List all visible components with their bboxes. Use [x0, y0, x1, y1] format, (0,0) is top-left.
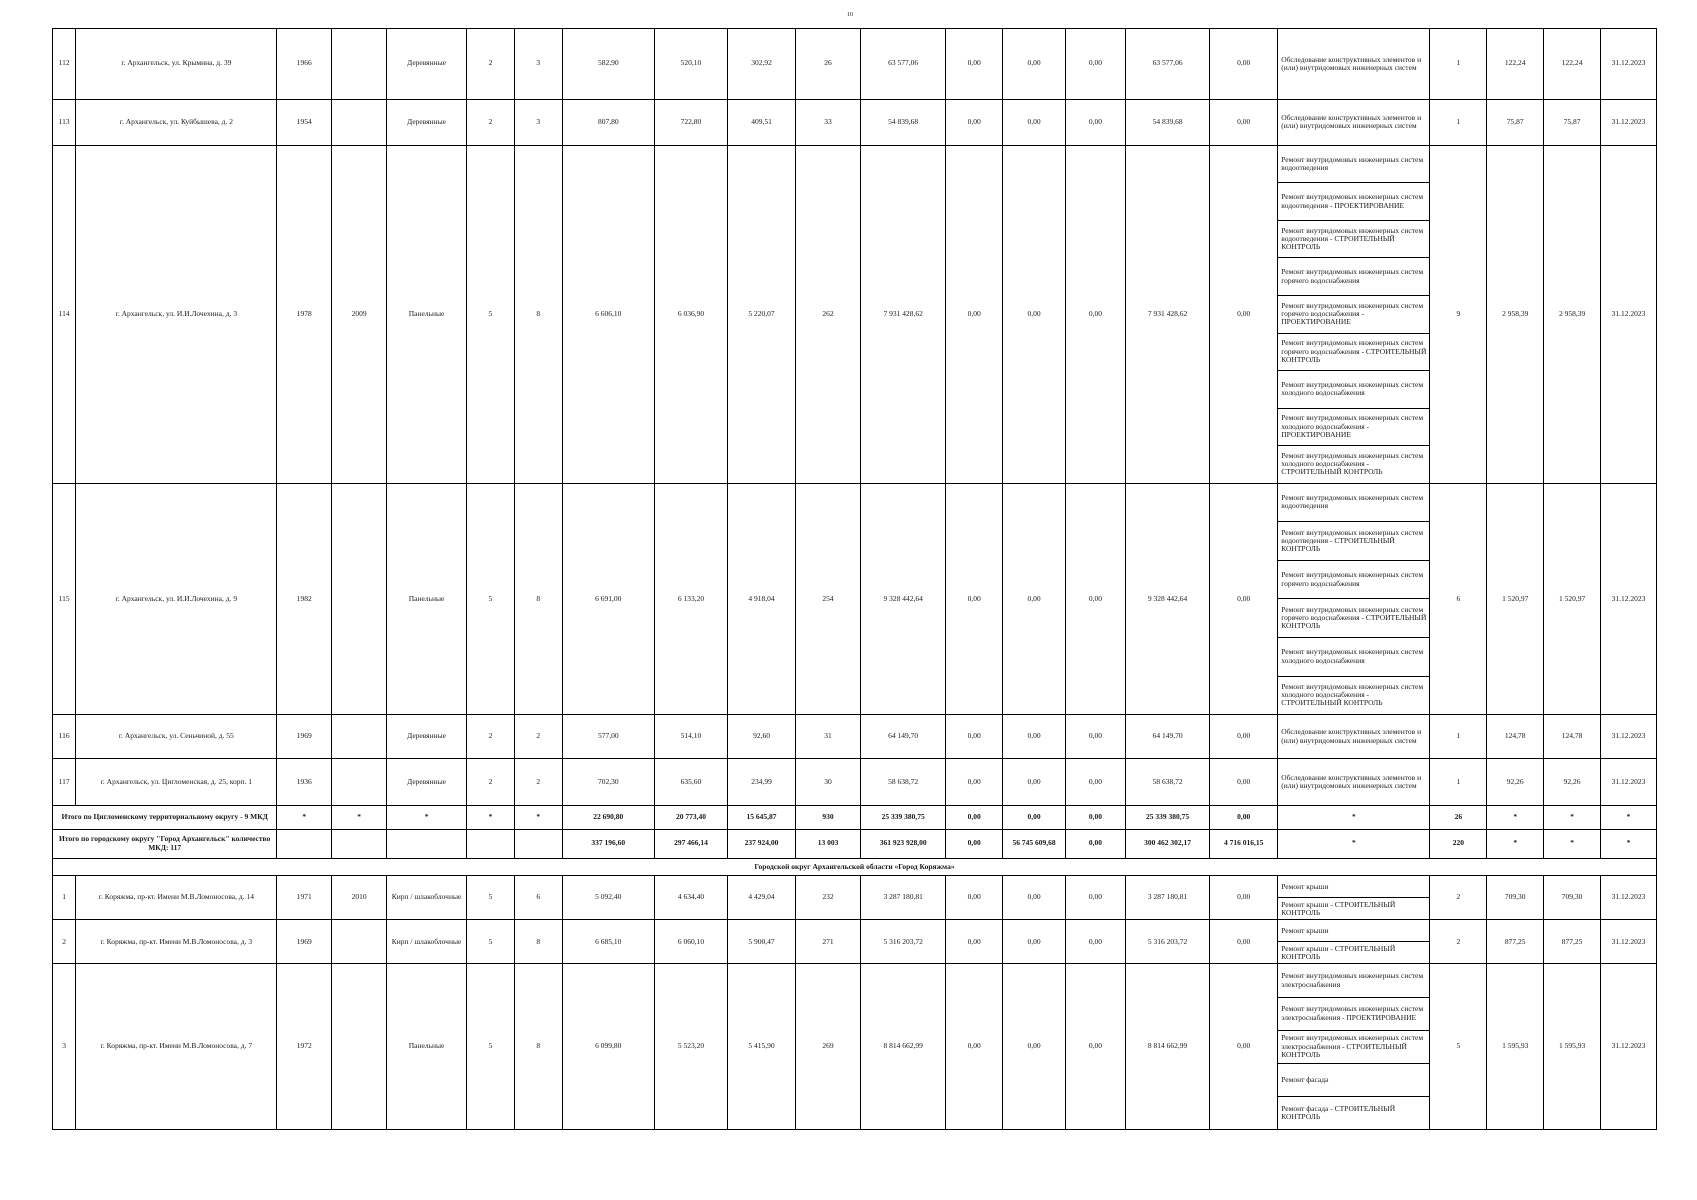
residents-area: 409,51 [728, 99, 796, 145]
reconstruction-year [332, 759, 387, 805]
fund-cost: 0,00 [946, 876, 1003, 920]
unit-cost: 1 520,97 [1487, 483, 1544, 715]
residents-area: 5 415,90 [728, 964, 796, 1130]
work-type-item: Ремонт внутридомовых инженерных систем водоотведения [1281, 493, 1424, 511]
living-area: 5 523,20 [654, 964, 727, 1130]
work-type-item: Ремонт внутридомовых инженерных систем горячего водоснабжения [1278, 560, 1429, 599]
unit-cost-limit: 2 958,39 [1544, 145, 1601, 483]
work-type-item: Обследование конструктивных элементов и (или) внутридомовых инженерных систем [1281, 727, 1422, 745]
fund-cost: 0,00 [946, 29, 1003, 100]
other-cost: 0,00 [1210, 759, 1278, 805]
build-year: 1954 [277, 99, 332, 145]
total-star: * [332, 805, 387, 829]
total-c4: 25 339 380,75 [1125, 805, 1209, 829]
fund-cost: 0,00 [946, 964, 1003, 1130]
budget-cost: 0,00 [1003, 876, 1066, 920]
row-number: 116 [53, 715, 76, 759]
address: г. Коряжма, пр-кт. Имени М.В.Ломоносова, д. 14 [76, 876, 277, 920]
completion-date: 31.12.2023 [1601, 759, 1657, 805]
total-cost: 5 316 203,72 [861, 920, 946, 964]
living-area: 722,80 [654, 99, 727, 145]
total-area: 807,80 [562, 99, 654, 145]
wall-material: Деревянные [386, 99, 466, 145]
residents: 262 [796, 145, 861, 483]
total-area: 6 685,10 [562, 920, 654, 964]
owners-cost: 7 931 428,62 [1125, 145, 1209, 483]
unit-cost: 1 595,93 [1487, 964, 1544, 1130]
other-cost: 0,00 [1210, 29, 1278, 100]
total-a2: 20 773,40 [654, 805, 727, 829]
budget-cost: 0,00 [1003, 145, 1066, 483]
work-type-item: Ремонт внутридомовых инженерных систем водоотведения - СТРОИТЕЛЬНЫЙ КОНТРОЛЬ [1278, 521, 1429, 560]
total-empty [467, 829, 515, 858]
total-cost: 63 577,06 [861, 29, 946, 100]
budget-cost: 0,00 [1003, 483, 1066, 715]
work-type-item: Ремонт внутридомовых инженерных систем горячего водоснабжения - СТРОИТЕЛЬНЫЙ КОНТРОЛЬ [1278, 598, 1429, 637]
work-type-item: Ремонт крыши - СТРОИТЕЛЬНЫЙ КОНТРОЛЬ [1278, 897, 1429, 919]
work-type-item: Ремонт внутридомовых инженерных систем холодного водоснабжения [1278, 370, 1429, 408]
floors: 5 [467, 964, 515, 1130]
total-c1: 0,00 [946, 829, 1003, 858]
floors: 2 [467, 29, 515, 100]
unit-cost-limit: 1 520,97 [1544, 483, 1601, 715]
fund-cost: 0,00 [946, 99, 1003, 145]
work-type-item: Ремонт крыши - СТРОИТЕЛЬНЫЙ КОНТРОЛЬ [1278, 941, 1429, 963]
works-count: 9 [1430, 145, 1487, 483]
reconstruction-year [332, 483, 387, 715]
work-type-item: Ремонт внутридомовых инженерных систем горячего водоснабжения [1278, 257, 1429, 295]
house-row [53, 876, 1657, 920]
work-types [1278, 99, 1430, 145]
unit-cost-limit: 124,78 [1544, 715, 1601, 759]
unit-cost: 2 958,39 [1487, 145, 1544, 483]
entrances: 3 [514, 99, 562, 145]
work-types [1278, 145, 1430, 483]
house-row [53, 99, 1657, 145]
local-cost: 0,00 [1066, 145, 1126, 483]
entrances: 8 [514, 483, 562, 715]
unit-cost-limit: 709,30 [1544, 876, 1601, 920]
build-year: 1982 [277, 483, 332, 715]
page-number: 10 [847, 12, 853, 18]
work-type-item: Ремонт внутридомовых инженерных систем холодного водоснабжения - ПРОЕКТИРОВАНИЕ [1278, 408, 1429, 446]
total-label: Итого по городскому округу "Город Архангельск" количество МКД: 117 [53, 829, 277, 858]
total-res: 13 003 [796, 829, 861, 858]
completion-date: 31.12.2023 [1601, 145, 1657, 483]
wall-material: Деревянные [386, 29, 466, 100]
work-type-item: Ремонт внутридомовых инженерных систем электроснабжения [1281, 971, 1424, 989]
completion-date: 31.12.2023 [1601, 483, 1657, 715]
floors: 2 [467, 715, 515, 759]
row-number: 115 [53, 483, 76, 715]
local-cost: 0,00 [1066, 964, 1126, 1130]
local-cost: 0,00 [1066, 920, 1126, 964]
reconstruction-year [332, 715, 387, 759]
unit-cost-limit: 92,26 [1544, 759, 1601, 805]
work-type-item: Обследование конструктивных элементов и (или) внутридомовых инженерных систем [1281, 772, 1422, 790]
build-year: 1966 [277, 29, 332, 100]
living-area: 635,60 [654, 759, 727, 805]
budget-cost: 0,00 [1003, 920, 1066, 964]
reconstruction-year: 2009 [332, 145, 387, 483]
other-cost: 0,00 [1210, 920, 1278, 964]
budget-cost: 0,00 [1003, 964, 1066, 1130]
row-number: 2 [53, 920, 76, 964]
total-a2: 297 466,14 [654, 829, 727, 858]
local-cost: 0,00 [1066, 29, 1126, 100]
work-type-item: Ремонт фасада [1278, 1063, 1429, 1096]
house-row [53, 29, 1657, 100]
unit-cost-limit: 1 595,93 [1544, 964, 1601, 1130]
local-cost: 0,00 [1066, 483, 1126, 715]
work-type-item: Ремонт внутридомовых инженерных систем холодного водоснабжения [1278, 637, 1429, 676]
address: г. Архангельск, ул. Крымина, д. 39 [76, 29, 277, 100]
residents: 26 [796, 29, 861, 100]
works-count: 5 [1430, 964, 1487, 1130]
other-cost: 0,00 [1210, 483, 1278, 715]
other-cost: 0,00 [1210, 964, 1278, 1130]
total-empty [514, 829, 562, 858]
total-area: 6 099,80 [562, 964, 654, 1130]
local-cost: 0,00 [1066, 99, 1126, 145]
unit-cost: 75,87 [1487, 99, 1544, 145]
wall-material: Кирп / шлакоблочные [386, 920, 466, 964]
fund-cost: 0,00 [946, 483, 1003, 715]
living-area: 6 060,10 [654, 920, 727, 964]
entrances: 8 [514, 920, 562, 964]
total-c1: 0,00 [946, 805, 1003, 829]
works-count: 1 [1430, 99, 1487, 145]
total-works-count: 26 [1430, 805, 1487, 829]
total-c3: 0,00 [1066, 805, 1126, 829]
budget-cost: 0,00 [1003, 99, 1066, 145]
repair-program-table [52, 28, 1657, 1130]
wall-material: Деревянные [386, 759, 466, 805]
unit-cost: 92,26 [1487, 759, 1544, 805]
total-c5: 0,00 [1210, 805, 1278, 829]
section-title: Городской округ Архангельской области «Город Коряжма» [53, 858, 1657, 876]
build-year: 1969 [277, 715, 332, 759]
total-c5: 4 716 016,15 [1210, 829, 1278, 858]
floors: 2 [467, 759, 515, 805]
residents-area: 92,60 [728, 715, 796, 759]
address: г. Архангельск, ул. Цигломенская, д. 25, корп. 1 [76, 759, 277, 805]
build-year: 1971 [277, 876, 332, 920]
row-number: 112 [53, 29, 76, 100]
owners-cost: 63 577,06 [1125, 29, 1209, 100]
reconstruction-year [332, 29, 387, 100]
house-row [53, 483, 1657, 715]
total-star: * [386, 805, 466, 829]
fund-cost: 0,00 [946, 715, 1003, 759]
address: г. Архангельск, ул. Сеньчиной, д. 55 [76, 715, 277, 759]
work-type-item: Ремонт внутридомовых инженерных систем горячего водоснабжения - СТРОИТЕЛЬНЫЙ КОНТРОЛЬ [1278, 333, 1429, 371]
residents-area: 5 220,07 [728, 145, 796, 483]
floors: 5 [467, 145, 515, 483]
section-header-row [53, 858, 1657, 876]
unit-cost: 122,24 [1487, 29, 1544, 100]
total-area: 702,30 [562, 759, 654, 805]
total-star: * [1487, 805, 1544, 829]
owners-cost: 9 328 442,64 [1125, 483, 1209, 715]
wall-material: Панельные [386, 964, 466, 1130]
total-c3: 0,00 [1066, 829, 1126, 858]
residents: 254 [796, 483, 861, 715]
total-area: 577,00 [562, 715, 654, 759]
total-star: * [277, 805, 332, 829]
works-count: 1 [1430, 759, 1487, 805]
total-star: * [467, 805, 515, 829]
total-a3: 15 645,87 [728, 805, 796, 829]
total-cost: 54 839,68 [861, 99, 946, 145]
works-count: 2 [1430, 920, 1487, 964]
other-cost: 0,00 [1210, 715, 1278, 759]
entrances: 2 [514, 715, 562, 759]
house-row [53, 715, 1657, 759]
work-type-item: Ремонт внутридомовых инженерных систем электроснабжения - СТРОИТЕЛЬНЫЙ КОНТРОЛЬ [1278, 1030, 1429, 1063]
total-star: * [1601, 829, 1657, 858]
work-type-item: Обследование конструктивных элементов и (или) внутридомовых инженерных систем [1281, 54, 1422, 72]
wall-material: Деревянные [386, 715, 466, 759]
entrances: 8 [514, 964, 562, 1130]
row-number: 1 [53, 876, 76, 920]
living-area: 6 036,90 [654, 145, 727, 483]
total-area: 6 691,00 [562, 483, 654, 715]
total-a1: 22 690,80 [562, 805, 654, 829]
other-cost: 0,00 [1210, 876, 1278, 920]
residents: 33 [796, 99, 861, 145]
works-count: 1 [1430, 29, 1487, 100]
reconstruction-year [332, 964, 387, 1130]
total-star: * [1278, 805, 1430, 829]
unit-cost-limit: 877,25 [1544, 920, 1601, 964]
reconstruction-year [332, 99, 387, 145]
reconstruction-year: 2010 [332, 876, 387, 920]
living-area: 6 133,20 [654, 483, 727, 715]
residents-area: 4 429,04 [728, 876, 796, 920]
total-label: Итого по Цигломенскому территориальному округу - 9 МКД [53, 805, 277, 829]
total-c4: 300 462 302,17 [1125, 829, 1209, 858]
works-count: 2 [1430, 876, 1487, 920]
work-type-item: Ремонт внутридомовых инженерных систем горячего водоснабжения - ПРОЕКТИРОВАНИЕ [1278, 295, 1429, 333]
total-empty [386, 829, 466, 858]
budget-cost: 0,00 [1003, 759, 1066, 805]
completion-date: 31.12.2023 [1601, 29, 1657, 100]
total-area: 582,90 [562, 29, 654, 100]
residents-area: 5 900,47 [728, 920, 796, 964]
row-number: 113 [53, 99, 76, 145]
owners-cost: 8 814 662,99 [1125, 964, 1209, 1130]
build-year: 1972 [277, 964, 332, 1130]
entrances: 2 [514, 759, 562, 805]
work-type-item: Ремонт внутридомовых инженерных систем водоотведения - СТРОИТЕЛЬНЫЙ КОНТРОЛЬ [1278, 220, 1429, 258]
budget-cost: 0,00 [1003, 29, 1066, 100]
address: г. Архангельск, ул. И.И.Лочехина, д. 9 [76, 483, 277, 715]
total-area: 6 606,10 [562, 145, 654, 483]
row-number: 117 [53, 759, 76, 805]
row-number: 114 [53, 145, 76, 483]
total-star: * [1601, 805, 1657, 829]
living-area: 514,10 [654, 715, 727, 759]
house-row [53, 920, 1657, 964]
work-type-item: Ремонт крыши [1281, 925, 1329, 935]
residents: 271 [796, 920, 861, 964]
work-types [1278, 29, 1430, 100]
entrances: 8 [514, 145, 562, 483]
residents: 269 [796, 964, 861, 1130]
floors: 5 [467, 876, 515, 920]
residents-area: 4 918,04 [728, 483, 796, 715]
house-row [53, 759, 1657, 805]
work-types [1278, 920, 1430, 964]
unit-cost: 124,78 [1487, 715, 1544, 759]
work-type-item: Ремонт внутридомовых инженерных систем водоотведения - ПРОЕКТИРОВАНИЕ [1278, 182, 1429, 220]
row-number: 3 [53, 964, 76, 1130]
completion-date: 31.12.2023 [1601, 920, 1657, 964]
total-cost: 7 931 428,62 [861, 145, 946, 483]
local-cost: 0,00 [1066, 715, 1126, 759]
work-type-item: Ремонт внутридомовых инженерных систем холодного водоснабжения - СТРОИТЕЛЬНЫЙ КОНТРОЛЬ [1278, 445, 1429, 483]
floors: 2 [467, 99, 515, 145]
completion-date: 31.12.2023 [1601, 876, 1657, 920]
total-c2: 0,00 [1003, 805, 1066, 829]
entrances: 6 [514, 876, 562, 920]
entrances: 3 [514, 29, 562, 100]
wall-material: Панельные [386, 145, 466, 483]
residents-area: 302,92 [728, 29, 796, 100]
owners-cost: 5 316 203,72 [1125, 920, 1209, 964]
city-total-row [53, 829, 1657, 858]
total-cost: 25 339 380,75 [861, 805, 946, 829]
total-c2: 56 745 609,68 [1003, 829, 1066, 858]
house-row [53, 145, 1657, 483]
address: г. Коряжма, пр-кт. Имени М.В.Ломоносова, д. 3 [76, 920, 277, 964]
wall-material: Кирп / шлакоблочные [386, 876, 466, 920]
wall-material: Панельные [386, 483, 466, 715]
build-year: 1936 [277, 759, 332, 805]
total-star: * [1487, 829, 1544, 858]
total-cost: 361 923 928,00 [861, 829, 946, 858]
other-cost: 0,00 [1210, 99, 1278, 145]
total-works-count: 220 [1430, 829, 1487, 858]
total-cost: 9 328 442,64 [861, 483, 946, 715]
total-star: * [514, 805, 562, 829]
address: г. Архангельск, ул. Куйбышева, д. 2 [76, 99, 277, 145]
total-cost: 64 149,70 [861, 715, 946, 759]
work-type-item: Ремонт фасада - СТРОИТЕЛЬНЫЙ КОНТРОЛЬ [1278, 1096, 1429, 1129]
other-cost: 0,00 [1210, 145, 1278, 483]
total-a3: 237 924,00 [728, 829, 796, 858]
total-a1: 337 196,60 [562, 829, 654, 858]
fund-cost: 0,00 [946, 920, 1003, 964]
owners-cost: 3 287 180,81 [1125, 876, 1209, 920]
total-res: 930 [796, 805, 861, 829]
total-star: * [1544, 829, 1601, 858]
work-types [1278, 964, 1430, 1130]
unit-cost-limit: 122,24 [1544, 29, 1601, 100]
completion-date: 31.12.2023 [1601, 99, 1657, 145]
floors: 5 [467, 920, 515, 964]
living-area: 520,10 [654, 29, 727, 100]
work-type-item: Обследование конструктивных элементов и (или) внутридомовых инженерных систем [1281, 113, 1422, 131]
budget-cost: 0,00 [1003, 715, 1066, 759]
unit-cost: 709,30 [1487, 876, 1544, 920]
work-types [1278, 759, 1430, 805]
territory-total-row [53, 805, 1657, 829]
total-area: 5 092,40 [562, 876, 654, 920]
total-cost: 8 814 662,99 [861, 964, 946, 1130]
fund-cost: 0,00 [946, 145, 1003, 483]
living-area: 4 634,40 [654, 876, 727, 920]
address: г. Коряжма, пр-кт. Имени М.В.Ломоносова, д. 7 [76, 964, 277, 1130]
works-count: 6 [1430, 483, 1487, 715]
completion-date: 31.12.2023 [1601, 715, 1657, 759]
unit-cost: 877,25 [1487, 920, 1544, 964]
build-year: 1969 [277, 920, 332, 964]
works-count: 1 [1430, 715, 1487, 759]
owners-cost: 54 839,68 [1125, 99, 1209, 145]
total-empty [332, 829, 387, 858]
work-type-item: Ремонт внутридомовых инженерных систем электроснабжения - ПРОЕКТИРОВАНИЕ [1278, 997, 1429, 1030]
owners-cost: 58 638,72 [1125, 759, 1209, 805]
total-cost: 3 287 180,81 [861, 876, 946, 920]
work-type-item: Ремонт крыши [1281, 881, 1329, 891]
house-row [53, 964, 1657, 1130]
residents-area: 234,99 [728, 759, 796, 805]
residents: 30 [796, 759, 861, 805]
work-types [1278, 715, 1430, 759]
total-star: * [1278, 829, 1430, 858]
total-empty [277, 829, 332, 858]
work-types [1278, 876, 1430, 920]
work-type-item: Ремонт внутридомовых инженерных систем холодного водоснабжения - СТРОИТЕЛЬНЫЙ КОНТРОЛЬ [1278, 676, 1429, 715]
fund-cost: 0,00 [946, 759, 1003, 805]
completion-date: 31.12.2023 [1601, 964, 1657, 1130]
work-type-item: Ремонт внутридомовых инженерных систем водоотведения [1281, 154, 1424, 173]
floors: 5 [467, 483, 515, 715]
local-cost: 0,00 [1066, 876, 1126, 920]
local-cost: 0,00 [1066, 759, 1126, 805]
unit-cost-limit: 75,87 [1544, 99, 1601, 145]
work-types [1278, 483, 1430, 715]
build-year: 1978 [277, 145, 332, 483]
residents: 31 [796, 715, 861, 759]
reconstruction-year [332, 920, 387, 964]
residents: 232 [796, 876, 861, 920]
owners-cost: 64 149,70 [1125, 715, 1209, 759]
total-star: * [1544, 805, 1601, 829]
address: г. Архангельск, ул. И.И.Лочехина, д. 3 [76, 145, 277, 483]
total-cost: 58 638,72 [861, 759, 946, 805]
